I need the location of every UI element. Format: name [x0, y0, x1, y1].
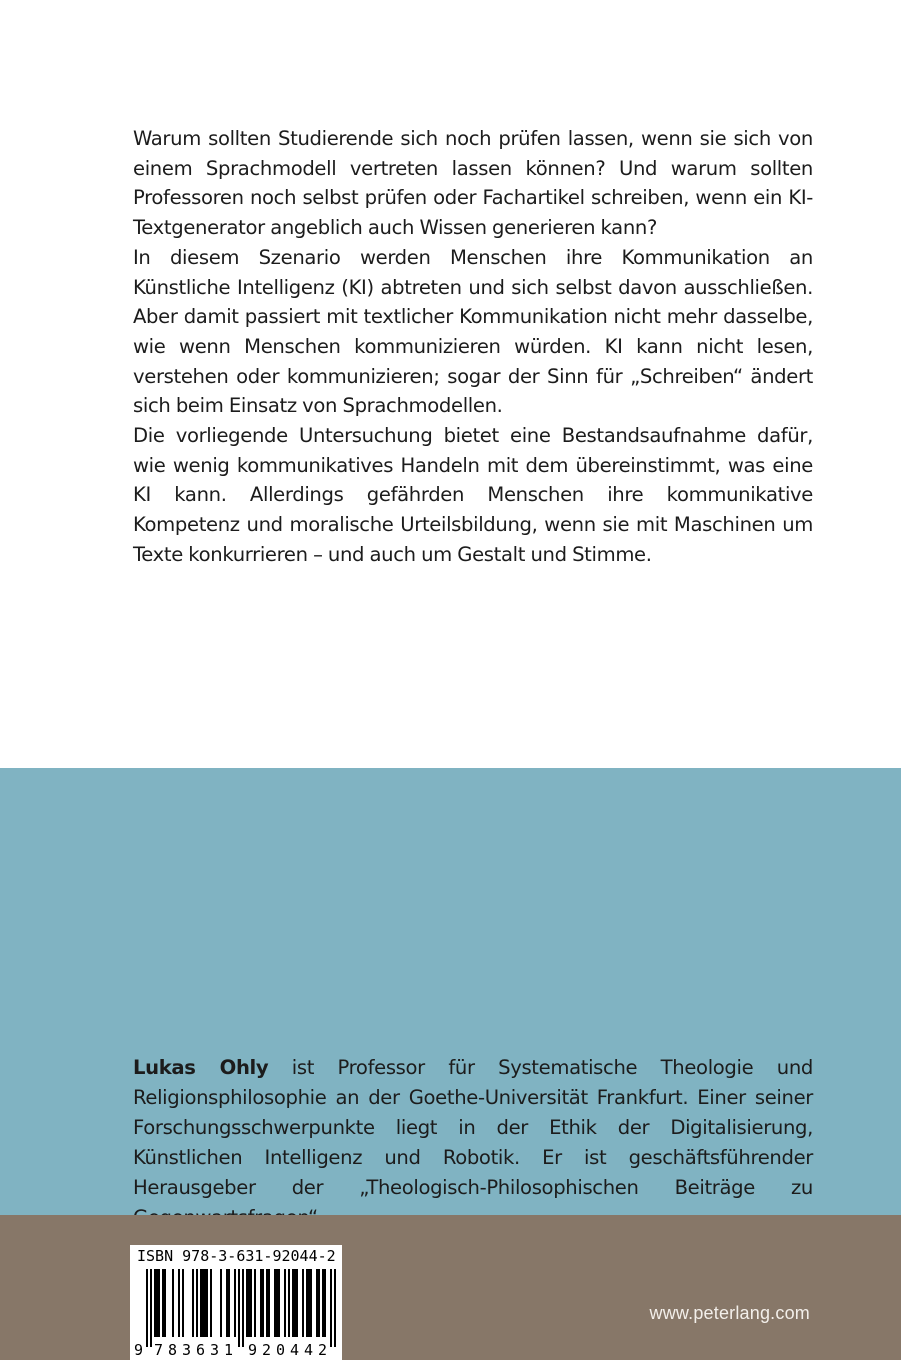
barcode-bar-26 — [316, 1269, 320, 1337]
barcode-bar-19 — [266, 1269, 270, 1337]
barcode-image — [130, 1267, 342, 1360]
barcode-digit-left-2: 3 — [182, 1341, 192, 1359]
barcode-bar-23 — [292, 1269, 298, 1337]
barcode-bar-13 — [234, 1269, 236, 1337]
barcode-bar-21 — [284, 1269, 286, 1337]
barcode-bar-14 — [238, 1269, 240, 1347]
author-bio-text: ist Professor für Systematische Theologie und Religionsphilosophie an der Goethe-Universität Frankfurt. Einer seiner Forschungsschwerpunkte liegt in der Ethik der Digitalisierung, Künstlichen Intelligenz und Robotik. Er ist geschäftsführender Herausgeber der „Theologisch-Philosophischen Beiträge zu — [133, 1056, 813, 1199]
barcode-bar-17 — [254, 1269, 256, 1337]
barcode-digit-right-1: 2 — [262, 1341, 272, 1359]
barcode-digit-right-3: 4 — [290, 1341, 300, 1359]
isbn-barcode — [130, 1245, 342, 1360]
barcode-bar-9 — [200, 1269, 208, 1337]
barcode-digit-left-0: 7 — [154, 1341, 164, 1359]
barcode-bar-4 — [172, 1269, 174, 1337]
barcode-bar-1 — [150, 1269, 152, 1347]
barcode-bar-25 — [306, 1269, 312, 1337]
barcode-bar-29 — [334, 1269, 336, 1347]
barcode-bar-16 — [246, 1269, 252, 1337]
barcode-bar-5 — [178, 1269, 180, 1337]
blurb-paragraph-2: In diesem Szenario werden Menschen ihre Kommunikation an Künstliche Intelligenz (KI) abtreten und sich selbst davon ausschließen. Aber damit passiert mit textlicher Kommunikation nicht mehr dasselbe, wie wenn Menschen kommunizieren würden. KI kann nicht lesen, verstehen oder kommunizieren; sogar der Sinn für „Schreiben“ ändert sich beim Einsatz von Sprachmodellen. — [133, 245, 813, 418]
barcode-bar-2 — [154, 1269, 160, 1337]
barcode-bar-0 — [146, 1269, 148, 1347]
publisher-website[interactable]: www.peterlang.com — [649, 1303, 810, 1323]
barcode-bar-8 — [196, 1269, 198, 1337]
barcode-digit-first: 9 — [134, 1341, 144, 1359]
barcode-bar-20 — [274, 1269, 280, 1337]
barcode-bar-11 — [220, 1269, 222, 1337]
barcode-digit-left-5: 1 — [224, 1341, 234, 1359]
barcode-digit-right-2: 0 — [276, 1341, 286, 1359]
barcode-digit-right-4: 4 — [304, 1341, 314, 1359]
barcode-digit-right-0: 9 — [248, 1341, 258, 1359]
barcode-bar-22 — [288, 1269, 290, 1337]
author-bio — [133, 1053, 813, 1233]
barcode-bar-28 — [330, 1269, 332, 1347]
barcode-bar-3 — [162, 1269, 166, 1337]
barcode-bar-15 — [242, 1269, 244, 1347]
barcode-digit-left-3: 6 — [196, 1341, 206, 1359]
barcode-bar-10 — [210, 1269, 212, 1337]
barcode-bar-12 — [226, 1269, 230, 1337]
barcode-bar-27 — [322, 1269, 326, 1337]
barcode-bar-24 — [302, 1269, 304, 1337]
author-name: Lukas Ohly — [133, 1056, 269, 1079]
blurb-paragraph-1: Warum sollten Studierende sich noch prüfen lassen, wenn sie sich von einem Sprachmodell vertreten lassen können? Und warum sollten Professoren noch selbst prüfen oder Fachartikel schreiben, wenn ein KI-Textgenerator angeblich auch Wissen generieren kann? — [133, 127, 813, 240]
barcode-bar-7 — [192, 1269, 194, 1337]
barcode-bar-18 — [260, 1269, 264, 1337]
barcode-digit-right-5: 2 — [318, 1341, 328, 1359]
isbn-label: ISBN 978-3-631-92044-2 — [137, 1247, 336, 1265]
blurb-paragraph-3: Die vorliegende Untersuchung bietet eine Bestandsaufnahme dafür, wie wenig kommunikatives Handeln mit dem übereinstimmt, was eine KI kann. Allerdings gefährden Menschen ihre kommunikative Kompetenz und moralische Urteilsbildung, wenn sie mit Maschinen um Texte konkurrieren – und auch um Gestalt und Stimme. — [133, 424, 813, 566]
barcode-digit-left-1: 8 — [168, 1341, 178, 1359]
barcode-digit-left-4: 3 — [210, 1341, 220, 1359]
blurb-text — [133, 124, 813, 570]
barcode-bar-6 — [182, 1269, 184, 1337]
